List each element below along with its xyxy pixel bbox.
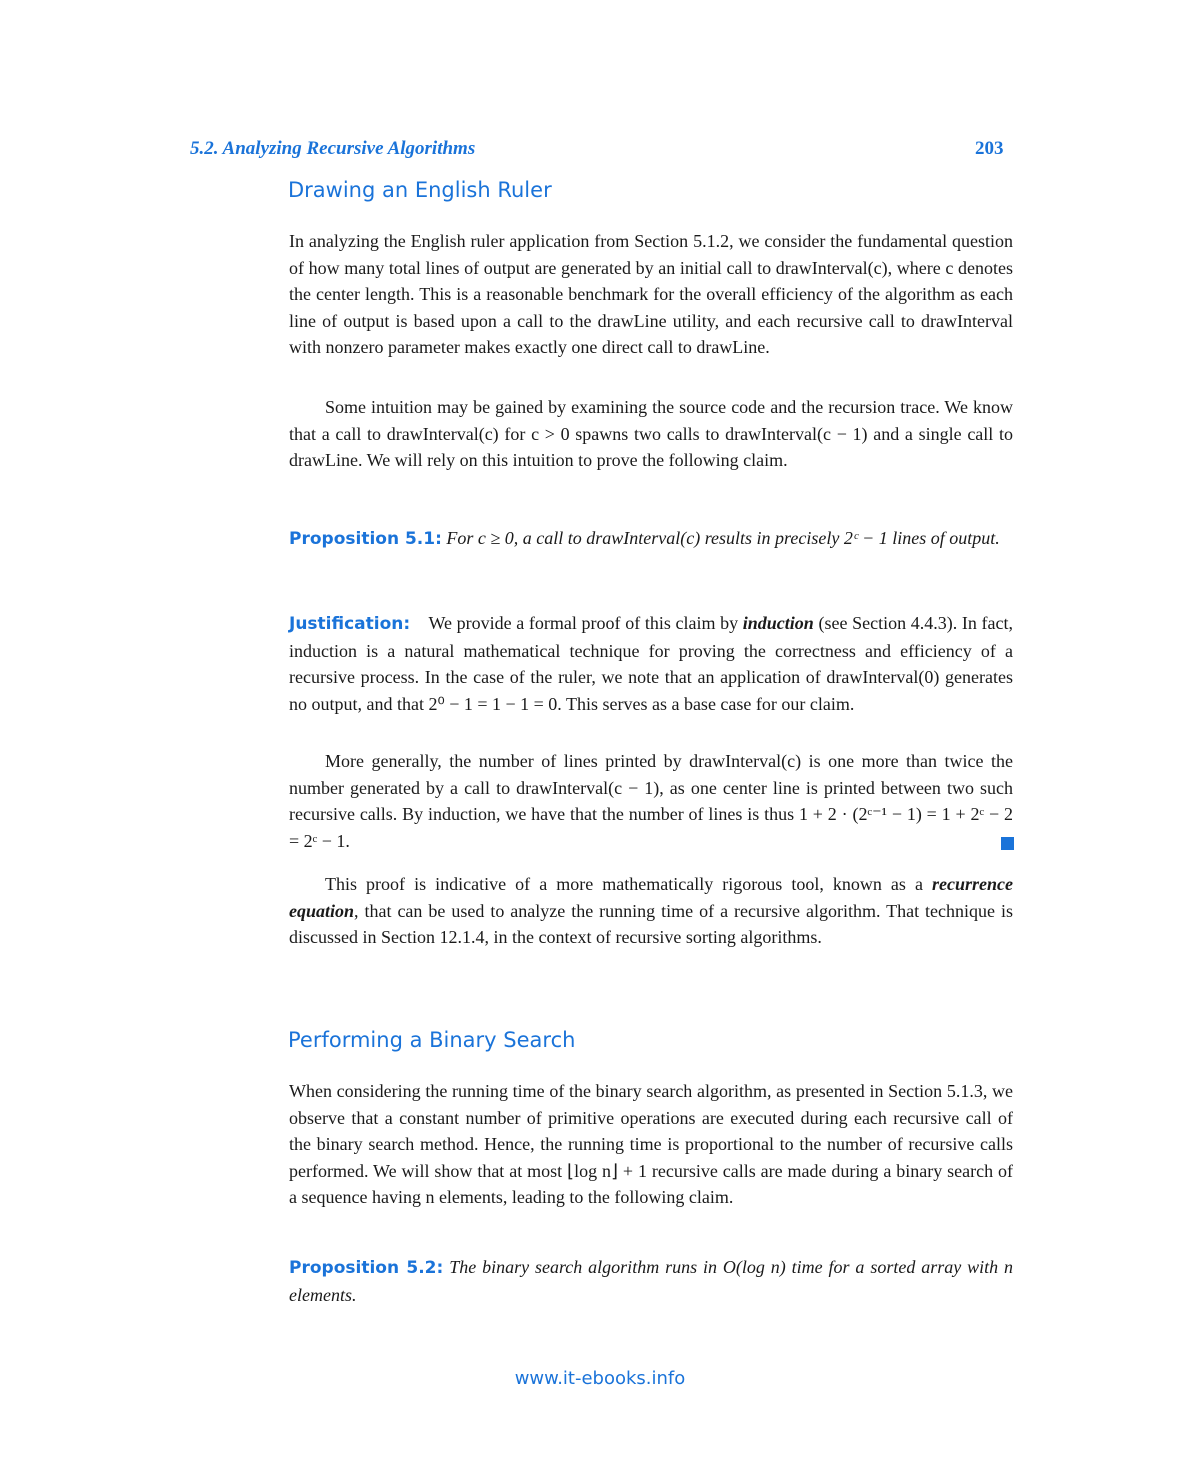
proposition-5-2-text: The binary search algorithm runs in O(log n) time for a sorted array with n elements. (289, 1257, 1014, 1305)
ruler-paragraph-4 (289, 871, 1013, 951)
justification-body: (see Section 4.4.3). In fact, induction is a natural mathematical technique for proving the correctness and efficiency of a recursive process. In the case of the ruler, we note that an application of drawInterval(0) generates no output, and that 2⁰ − 1 = 1 − 1 = 0. This serves as a base case for our claim. (289, 613, 1013, 714)
ruler-paragraph-1: In analyzing the English ruler application from Section 5.1.2, we consider the fundamental question of how many total lines of output are generated by an initial call to drawInterval(c), where c denotes the center length. This is a reasonable benchmark for the overall efficiency of the algorithm as each line of output is based upon a call to the drawLine utility, and each recursive call to drawInterval with nonzero parameter makes exactly one direct call to drawLine. (289, 231, 1013, 358)
proposition-5-2 (289, 1254, 1013, 1308)
binary-paragraph-1: When considering the running time of the binary search algorithm, as presented in Section 5.1.3, we observe that a constant number of primitive operations are executed during each recursive call of the binary search method. Hence, the running time is proportional to the number of recursive calls performed. We will show that at most ⌊log n⌋ + 1 recursive calls are made during a binary search of a sequence having n elements, leading to the following claim. (289, 1081, 1013, 1208)
recurrence-intro: This proof is indicative of a more mathematically rigorous tool, known as a (325, 874, 923, 894)
justification-paragraph (289, 610, 1013, 717)
proposition-5-1 (289, 525, 1013, 553)
proposition-5-1-label: Proposition 5.1: (289, 529, 442, 549)
ruler-paragraph-2: Some intuition may be gained by examining the source code and the recursion trace. We know that a call to drawInterval(c) for c > 0 spawns two calls to drawInterval(c − 1) and a single call to drawLine. We will rely on this intuition to prove the following claim. (289, 397, 1013, 471)
recurrence-body: , that can be used to analyze the running time of a recursive algorithm. That technique is discussed in Section 12.1.4, in the context of recursive sorting algorithms. (289, 900, 1013, 948)
end-of-proof-square-icon (1001, 837, 1014, 850)
section-heading-binary-search: Performing a Binary Search (288, 1028, 576, 1052)
induction-term: induction (742, 613, 814, 633)
justification-intro: We provide a formal proof of this claim by (428, 613, 739, 633)
section-heading-ruler: Drawing an English Ruler (288, 178, 552, 202)
running-header-title: 5.2. Analyzing Recursive Algorithms (190, 138, 476, 159)
page-number: 203 (975, 138, 1004, 159)
ruler-paragraph-3: More generally, the number of lines printed by drawInterval(c) is one more than twice the number generated by a call to drawInterval(c − 1), as one center line is printed between two such recursive calls. By induction, we have that the number of lines is thus 1 + 2 · (2ᶜ⁻¹ − 1) = 1 + 2ᶜ − 2 = 2ᶜ − 1. (289, 751, 1013, 851)
proposition-5-2-label: Proposition 5.2: (289, 1258, 444, 1278)
proposition-5-1-text: For c ≥ 0, a call to drawInterval(c) results in precisely 2ᶜ − 1 lines of output. (446, 528, 1000, 548)
justification-label: Justification: (289, 614, 411, 634)
recurrence-term: recurrence equation (289, 874, 1014, 921)
footer-link[interactable]: www.it-ebooks.info (514, 1368, 686, 1389)
